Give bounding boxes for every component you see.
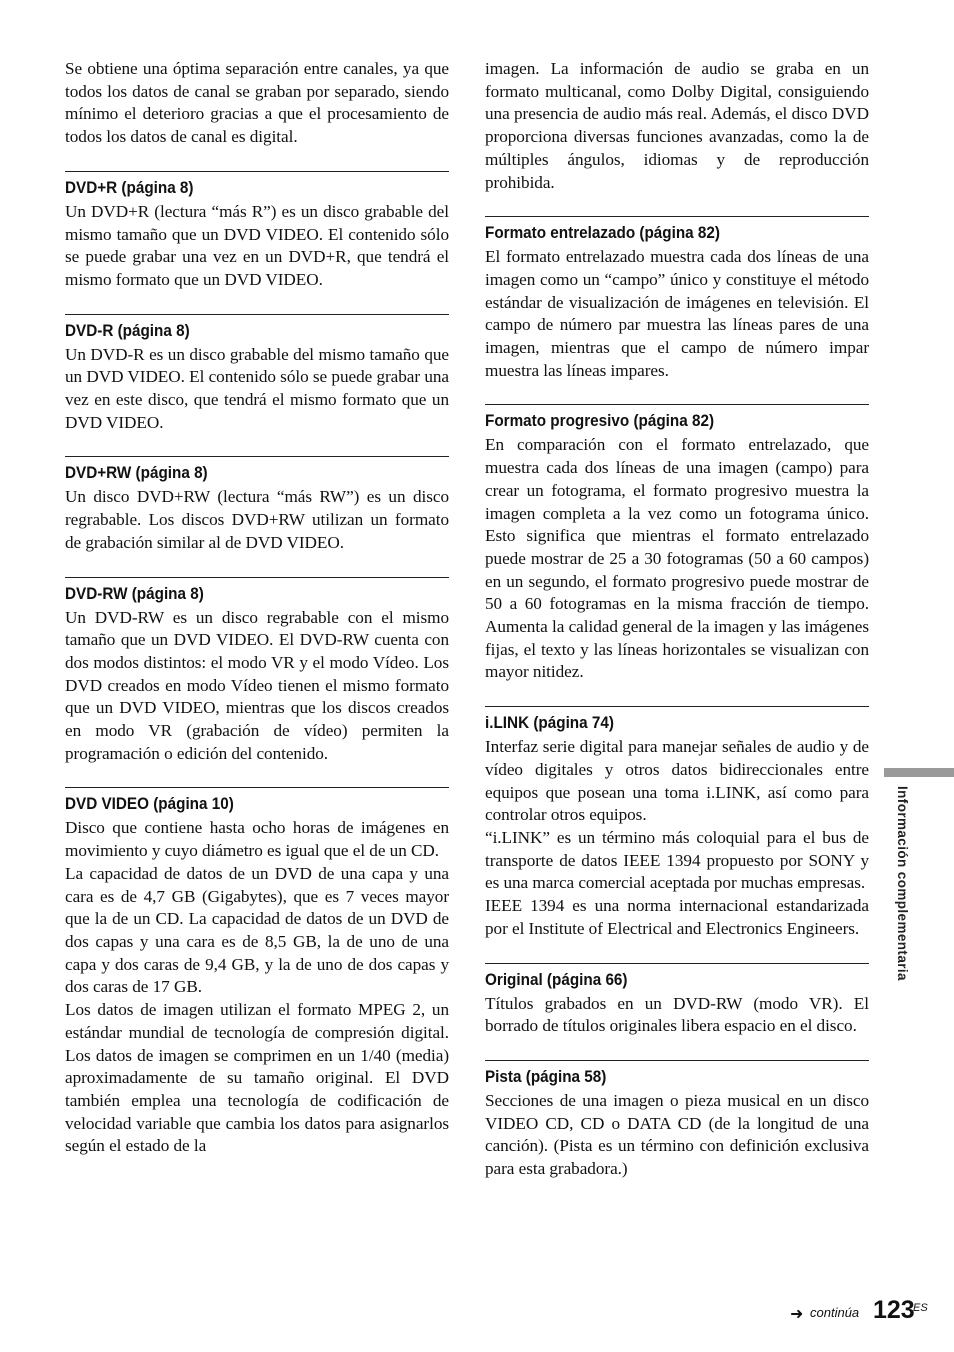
entry-paragraph: IEEE 1394 es una norma internacional estandarizada por el Institute of Electrical and Electronics Engineers. <box>485 896 869 938</box>
entry-term: i.LINK (página 74) <box>485 713 614 733</box>
entry-paragraph: Interfaz serie digital para manejar señales de audio y de vídeo digitales y otros datos bidireccionales entre equipos que posean una toma i.LINK, así como para controlar otros equipos. <box>485 737 869 825</box>
entry-term: Original (página 66) <box>485 969 628 989</box>
glossary-entry <box>65 171 449 292</box>
entry-paragraph: En comparación con el formato entrelazado, que muestra cada dos líneas de una imagen (campo) para crear un fotograma, el formato progresivo muestra la imagen completa a la vez como un fotograma único. Esto significa que mientras el formato entrelazado puede mostrar de 25 a 30 fotogramas (50 a 60 campos) en un segundo, el formato progresivo puede mostrar de 50 a 60 fotogramas en la misma fracción de tiempo. Aumenta la calidad general de la imagen y las imágenes fijas, el texto y las líneas horizontales se visualizan con mayor nitidez. <box>485 435 869 682</box>
continue-label: continúa <box>810 1305 860 1320</box>
entry-paragraph: Un DVD+R (lectura “más R”) es un disco grabable del mismo tamaño que un DVD VIDEO. El contenido sólo se puede grabar una vez en un DVD+R, que tendrá el mismo formato que un DVD VIDEO. <box>65 201 449 289</box>
entry-term: DVD+RW (página 8) <box>65 463 208 483</box>
entry-term: DVD+R (página 8) <box>65 177 194 197</box>
glossary-entry <box>485 706 869 940</box>
entry-paragraph: El formato entrelazado muestra cada dos líneas de una imagen como un “campo” único y constituye el método estándar de visualización de imágenes en televisión. El campo de número par muestra las líneas pares de una imagen, mientras que el campo de número impar muestra las líneas impares. <box>485 247 869 380</box>
entry-paragraph: Títulos grabados en un DVD-RW (modo VR). El borrado de títulos originales libera espacio en el disco. <box>485 993 869 1036</box>
entry-term: DVD VIDEO (página 10) <box>65 794 234 814</box>
glossary-entry <box>65 577 449 766</box>
entry-term: Formato entrelazado (página 82) <box>485 223 720 243</box>
entry-paragraph: Un DVD-RW es un disco regrabable con el mismo tamaño que un DVD VIDEO. El DVD-RW cuenta con dos modos distintos: el modo VR y el modo Vídeo. Los DVD creados en modo Vídeo tienen el mismo formato que un DVD VIDEO, mientras que los discos creados en modo VR (grabación de vídeo) permiten la programación o edición del contenido. <box>65 607 449 763</box>
right-arrow-icon: ➜ <box>790 1306 804 1323</box>
section-tab-label: Información complementaria <box>895 786 910 981</box>
glossary-entry <box>485 216 869 382</box>
section-tab-marker <box>884 768 954 777</box>
entry-term: DVD-R (página 8) <box>65 320 190 340</box>
left-column <box>65 58 449 1158</box>
glossary-entry <box>65 787 449 1158</box>
entry-paragraph: Secciones de una imagen o pieza musical en un disco VIDEO CD, CD o DATA CD (de la longitud de una canción). (Pista es un término con definición exclusiva para esta grabadora.) <box>485 1090 869 1179</box>
glossary-entry <box>65 314 449 435</box>
entry-term: Pista (página 58) <box>485 1066 607 1086</box>
page-footer <box>780 1296 940 1336</box>
entry-paragraph: Los datos de imagen utilizan el formato MPEG 2, un estándar mundial de tecnología de compresión digital. Los datos de imagen se comprimen en un 1/40 (media) aproximadamente de su tamaño original. El DVD también emplea una tecnología de codificación de velocidad variable que cambia los datos para asignarlos según el estado de la <box>65 1000 449 1156</box>
glossary-entry <box>485 1060 869 1181</box>
glossary-entry <box>485 404 869 684</box>
glossary-entry <box>485 963 869 1038</box>
right-column <box>485 58 869 1181</box>
language-code: ES <box>913 1302 928 1314</box>
entry-paragraph: Un DVD-R es un disco grabable del mismo tamaño que un DVD VIDEO. El contenido sólo se puede grabar una vez en este disco, que tendrá el mismo formato que un DVD VIDEO. <box>65 344 449 432</box>
entry-paragraph: La capacidad de datos de un DVD de una capa y una cara es de 4,7 GB (Gigabytes), que es 7 veces mayor que la de un CD. La capacidad de datos de un DVD de dos capas y una cara es de 8,5 GB, la de uno de una capa y dos caras de 9,4 GB, y la de uno de dos capas y dos caras de 17 GB. <box>65 863 449 997</box>
intro-paragraph: Se obtiene una óptima separación entre canales, ya que todos los datos de canal se graban por separado, siendo mínimo el deterioro gracias a que el procesamiento de todos los datos de canal es digital. <box>65 59 449 147</box>
entry-paragraph: “i.LINK” es un término más coloquial para el bus de transporte de datos IEEE 1394 propuesto por SONY y es una marca comercial aceptada por muchas empresas. <box>485 827 869 893</box>
glossary-entry <box>65 456 449 554</box>
entry-term: Formato progresivo (página 82) <box>485 411 715 431</box>
entry-term: DVD-RW (página 8) <box>65 583 204 603</box>
entry-paragraph: Un disco DVD+RW (lectura “más RW”) es un disco regrabable. Los discos DVD+RW utilizan un formato de grabación similar al de DVD VIDEO. <box>65 487 449 552</box>
intro-paragraph: imagen. La información de audio se graba en un formato multicanal, como Dolby Digital, consiguiendo una presencia de audio más real. Además, el disco DVD proporciona diversas funciones avanzadas, como la de múltiples ángulos, idiomas y de reproducción prohibida. <box>485 59 869 192</box>
page-number: 123 <box>873 1296 915 1324</box>
entry-paragraph: Disco que contiene hasta ocho horas de imágenes en movimiento y cuyo diámetro es igual que el de un CD. <box>65 818 449 861</box>
